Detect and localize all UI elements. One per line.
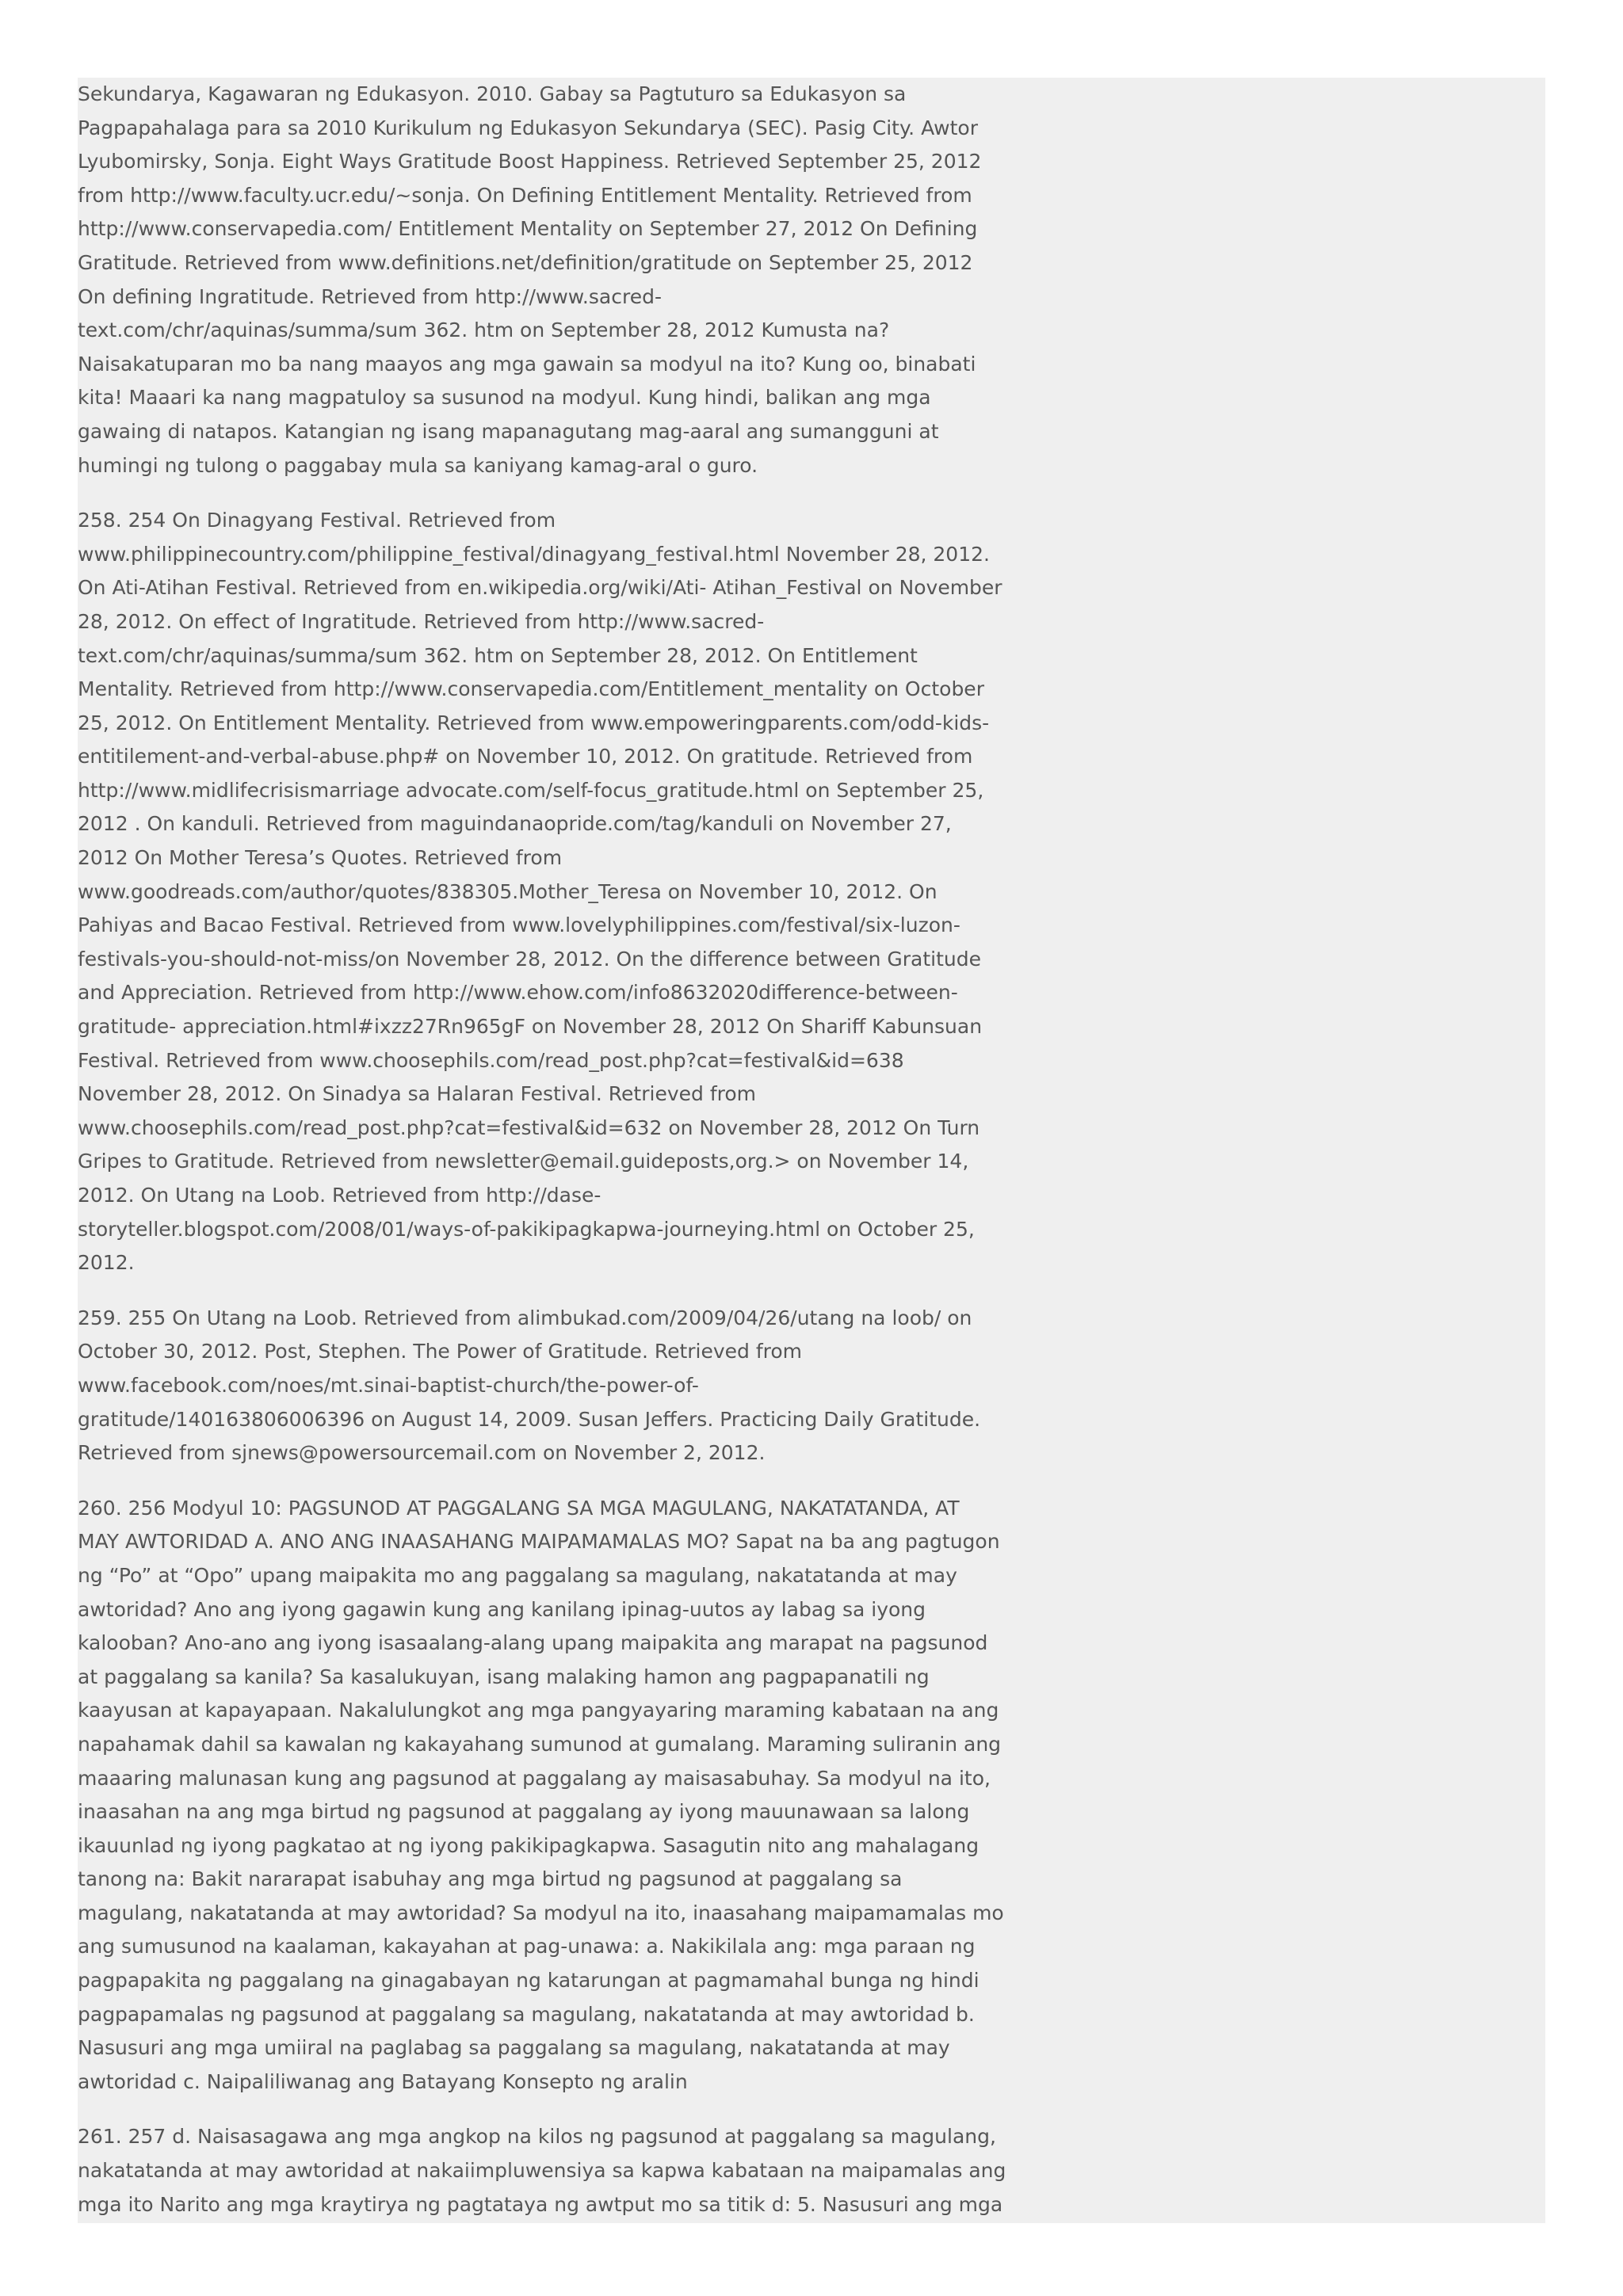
text-line: MAY AWTORIDAD A. ANO ANG INAASAHANG MAIPAMAMALAS MO? Sapat na ba ang pagtugon	[78, 1530, 1000, 1554]
text-line: Lyubomirsky, Sonja. Eight Ways Gratitude Boost Happiness. Retrieved September 25, 2012	[78, 150, 982, 174]
text-line: http://www.conservapedia.com/ Entitlement Mentality on September 27, 2012 On Defining	[78, 217, 978, 241]
text-line: gratitude/140163806006396 on August 14, 2009. Susan Jeffers. Practicing Daily Gratitude.	[78, 1407, 981, 1431]
text-line: www.choosephils.com/read_post.php?cat=festival&id=632 on November 28, 2012 On Turn	[78, 1116, 980, 1139]
text-line: 25, 2012. On Entitlement Mentality. Retrieved from www.empoweringparents.com/odd-kids-	[78, 711, 990, 734]
text-line: 28, 2012. On effect of Ingratitude. Retrieved from http://www.sacred-	[78, 609, 765, 633]
text-line: maaaring malunasan kung ang pagsunod at paggalang ay maisasabuhay. Sa modyul na ito,	[78, 1766, 991, 1790]
document-page	[78, 78, 1545, 2223]
text-line: 2012. On Utang na Loob. Retrieved from http://dase-	[78, 1184, 601, 1207]
text-line: Sekundarya, Kagawaran ng Edukasyon. 2010. Gabay sa Pagtuturo sa Edukasyon sa	[78, 82, 907, 105]
text-line: Pagpapahalaga para sa 2010 Kurikulum ng Edukasyon Sekundarya (SEC). Pasig City. Awtor	[78, 116, 978, 139]
text-line: Retrieved from sjnews@powersourcemail.com on November 2, 2012.	[78, 1441, 766, 1465]
text-line: 258. 254 On Dinagyang Festival. Retrieved from	[78, 509, 556, 532]
text-line: www.goodreads.com/author/quotes/838305.Mother_Teresa on November 10, 2012. On	[78, 879, 938, 903]
text-line: awtoridad? Ano ang iyong gagawin kung ang kanilang ipinag-uutos ay labag sa iyong	[78, 1597, 926, 1621]
text-line: October 30, 2012. Post, Stephen. The Power of Gratitude. Retrieved from	[78, 1340, 803, 1363]
text-line: mga ito Narito ang mga kraytirya ng pagtataya ng awtput mo sa titik d: 5. Nasusuri ang mga	[78, 2192, 1003, 2216]
text-line: text.com/chr/aquinas/summa/sum 362. htm on September 28, 2012 Kumusta na?	[78, 318, 890, 342]
text-line: tanong na: Bakit nararapat isabuhay ang mga birtud ng pagsunod at paggalang sa	[78, 1867, 903, 1891]
text-line: humingi ng tulong o paggabay mula sa kaniyang kamag-aral o guro.	[78, 453, 758, 477]
text-line: and Appreciation. Retrieved from http://www.ehow.com/info8632020difference-between-	[78, 981, 958, 1005]
text-line: festivals-you-should-not-miss/on November 28, 2012. On the difference between Gratitude	[78, 947, 982, 971]
text-line: magulang, nakatatanda at may awtoridad? Sa modyul na ito, inaasahang maipamamalas mo	[78, 1901, 1004, 1924]
text-line: napahamak dahil sa kawalan ng kakayahang sumunod at gumalang. Maraming suliranin ang	[78, 1732, 1002, 1756]
text-line: from http://www.faculty.ucr.edu/~sonja. On Defining Entitlement Mentality. Retrieved from	[78, 183, 972, 207]
document-text	[78, 78, 1060, 2223]
text-line: 261. 257 d. Naisasagawa ang mga angkop na kilos ng pagsunod at paggalang sa magulang,	[78, 2125, 996, 2149]
text-line: http://www.midlifecrisismarriage advocate.com/self-focus_gratitude.html on September 25,	[78, 778, 984, 802]
text-line: inaasahan na ang mga birtud ng pagsunod at paggalang ay iyong mauunawaan sa lalong	[78, 1800, 970, 1824]
text-line: 2012.	[78, 1251, 135, 1275]
text-line: Gratitude. Retrieved from www.definitions.net/definition/gratitude on September 25, 2012	[78, 250, 973, 274]
text-line: text.com/chr/aquinas/summa/sum 362. htm on September 28, 2012. On Entitlement	[78, 643, 918, 667]
text-line: 259. 255 On Utang na Loob. Retrieved from alimbukad.com/2009/04/26/utang na loob/ on	[78, 1306, 972, 1329]
text-line: On defining Ingratitude. Retrieved from http://www.sacred-	[78, 284, 662, 308]
text-line: 2012 . On kanduli. Retrieved from maguindanaopride.com/tag/kanduli on November 27,	[78, 812, 952, 836]
paragraph	[78, 78, 1060, 482]
paragraph	[78, 1302, 1060, 1470]
text-line: 260. 256 Modyul 10: PAGSUNOD AT PAGGALANG SA MGA MAGULANG, NAKATATANDA, AT	[78, 1496, 960, 1520]
text-line: On Ati-Atihan Festival. Retrieved from en.wikipedia.org/wiki/Ati- Atihan_Festival on November	[78, 576, 1002, 600]
text-line: kaayusan at kapayapaan. Nakalulungkot ang mga pangyayaring maraming kabataan na ang	[78, 1699, 999, 1722]
text-line: nakatatanda at may awtoridad at nakaiimpluwensiya sa kapwa kabataan na maipamalas ang	[78, 2159, 1006, 2183]
text-line: Naisakatuparan mo ba nang maayos ang mga gawain sa modyul na ito? Kung oo, binabati	[78, 352, 976, 376]
text-line: November 28, 2012. On Sinadya sa Halaran Festival. Retrieved from	[78, 1082, 756, 1106]
text-line: ang sumusunod na kaalaman, kakayahan at pag-unawa: a. Nakikilala ang: mga paraan ng	[78, 1935, 976, 1958]
text-line: Nasusuri ang mga umiiral na paglabag sa paggalang sa magulang, nakatatanda at may	[78, 2036, 950, 2060]
text-line: Festival. Retrieved from www.choosephils.com/read_post.php?cat=festival&id=638	[78, 1048, 904, 1072]
text-line: kalooban? Ano-ano ang iyong isasaalang-alang upang maipakita ang marapat na pagsunod	[78, 1631, 988, 1655]
text-line: pagpapakita ng paggalang na ginagabayan ng katarungan at pagmamahal bunga ng hindi	[78, 1969, 980, 1993]
text-line: 2012 On Mother Teresa’s Quotes. Retrieved from	[78, 846, 563, 870]
text-line: awtoridad c. Naipaliliwanag ang Batayang Konsepto ng aralin	[78, 2069, 688, 2093]
text-line: gratitude- appreciation.html#ixzz27Rn965gF on November 28, 2012 On Shariff Kabunsuan	[78, 1015, 983, 1039]
text-line: at paggalang sa kanila? Sa kasalukuyan, isang malaking hamon ang pagpapanatili ng	[78, 1665, 930, 1688]
text-line: Pahiyas and Bacao Festival. Retrieved from www.lovelyphilippines.com/festival/six-luzon-	[78, 913, 960, 937]
text-line: www.philippinecountry.com/philippine_festival/dinagyang_festival.html November 28, 2012.	[78, 542, 990, 566]
text-line: ng “Po” at “Opo” upang maipakita mo ang paggalang sa magulang, nakatatanda at may	[78, 1563, 957, 1587]
text-line: www.facebook.com/noes/mt.sinai-baptist-church/the-power-of-	[78, 1373, 699, 1397]
paragraph	[78, 504, 1060, 1280]
paragraph	[78, 1492, 1060, 2100]
text-line: gawaing di natapos. Katangian ng isang mapanagutang mag-aaral ang sumangguni at	[78, 419, 939, 443]
paragraph	[78, 2120, 1060, 2222]
text-line: Mentality. Retrieved from http://www.conservapedia.com/Entitlement_mentality on October	[78, 677, 984, 701]
text-line: pagpapamalas ng pagsunod at paggalang sa magulang, nakatatanda at may awtoridad b.	[78, 2002, 975, 2026]
text-line: Gripes to Gratitude. Retrieved from newsletter@email.guideposts,org.> on November 14,	[78, 1150, 969, 1173]
text-line: kita! Maaari ka nang magpatuloy sa susunod na modyul. Kung hindi, balikan ang mga	[78, 386, 931, 410]
text-line: storyteller.blogspot.com/2008/01/ways-of-pakikipagkapwa-journeying.html on October 25,	[78, 1217, 975, 1241]
text-line: ikauunlad ng iyong pagkatao at ng iyong pakikipagkapwa. Sasagutin nito ang mahalagang	[78, 1833, 980, 1857]
text-line: entitilement-and-verbal-abuse.php# on November 10, 2012. On gratitude. Retrieved from	[78, 745, 973, 769]
